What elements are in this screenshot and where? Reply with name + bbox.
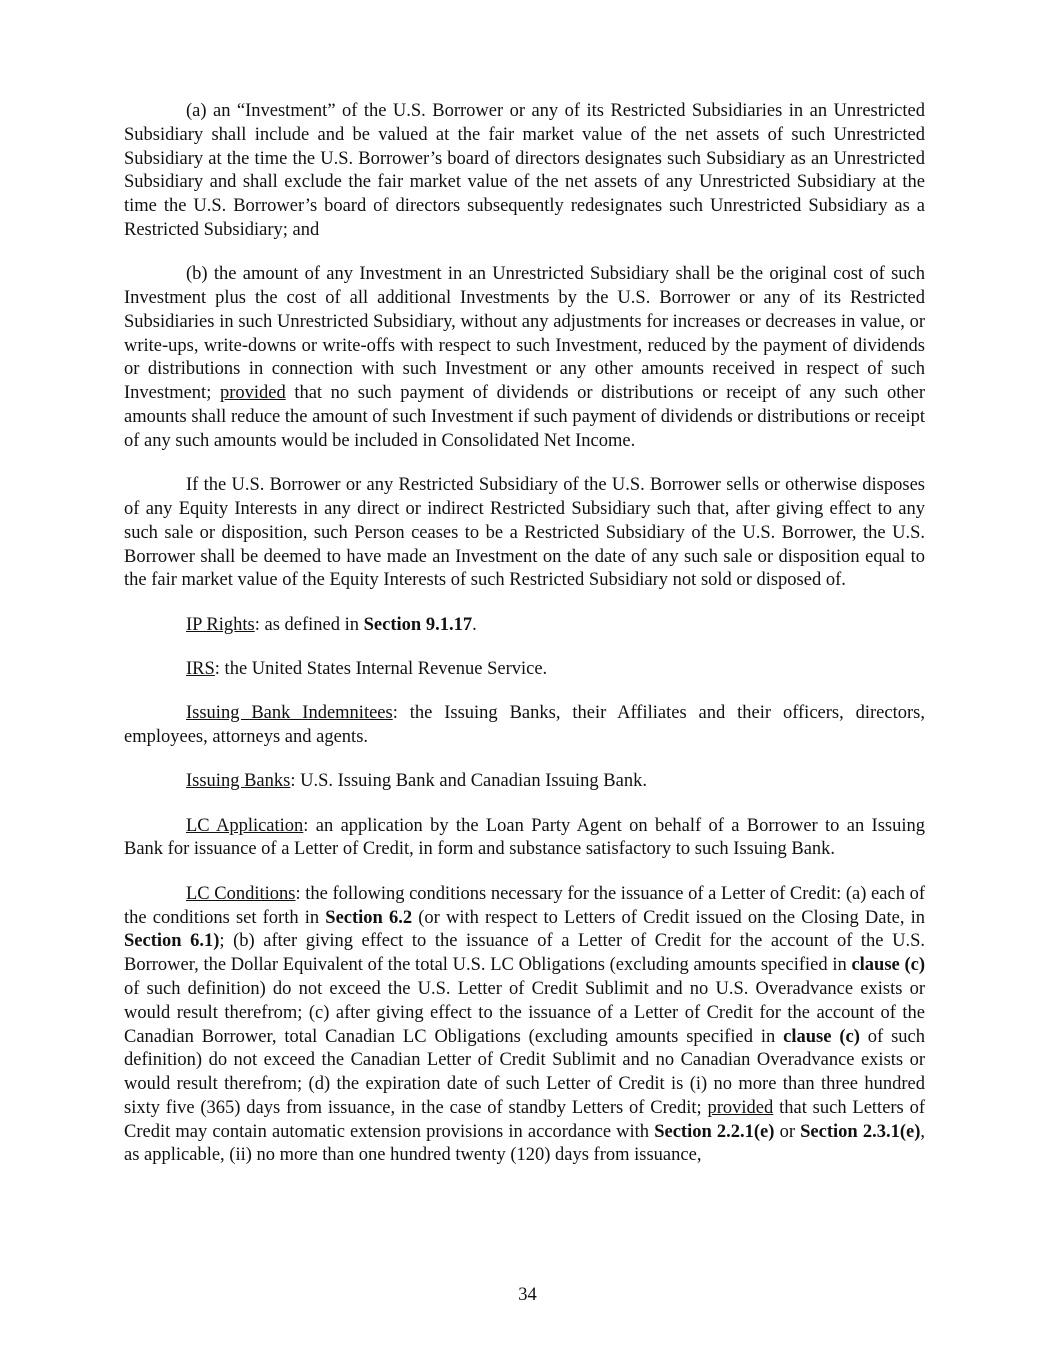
paragraph-text: If the U.S. Borrower or any Restricted Subsidiary of the U.S. Borrower sells or otherwise disposes of any Equity Interests in any direct or indirect Restricted Subsidiary such that, after giving effect to any such sale or disposition, such Person ceases to be a Restricted Subsidiary of the U.S. Borrower, the U.S. Borrower shall be deemed to have made an Investment on the date of any such sale or disposition equal to the fair market value of the Equity Interests of such Restricted Subsidiary not sold or disposed of. <box>124 475 925 591</box>
section-reference: Section 2.2.1(e) <box>654 1121 775 1142</box>
paragraph-text: : U.S. Issuing Bank and Canadian Issuing Bank. <box>290 771 647 792</box>
section-reference: Section 6.1) <box>124 931 220 952</box>
paragraph-text: , as applicable, (ii) no more than one hundred twenty (120) days from issuance, <box>124 1121 925 1166</box>
paragraph-text: (a) an “Investment” of the U.S. Borrower or any of its Restricted Subsidiaries in an Unrestricted Subsidiary shall include and be valued at the fair market value of the net assets of such Unrestricted Subsidiary at the time the U.S. Borrower’s board of directors designates such Subsidiary as an Unrestricted Subsidiary and shall exclude the fair market value of the net assets of any Unrestricted Subsidiary at the time the U.S. Borrower’s board of directors subsequently redesignates such Unrestricted Subsidiary as a Restricted Subsidiary; and <box>124 101 925 240</box>
paragraph-text: ; (b) after giving effect to the issuance of a Letter of Credit for the account of the U.S. Borrower, the Dollar Equivalent of the total U.S. LC Obligations (excluding amounts specified in <box>124 931 925 976</box>
defined-term: IRS <box>186 658 215 679</box>
section-reference: Section 6.2 <box>325 907 413 928</box>
paragraph-para-disposition <box>124 474 925 593</box>
section-reference: clause (c) <box>851 955 925 976</box>
paragraph-text: (b) the amount of any Investment in an Unrestricted Subsidiary shall be the original cost of such Investment plus the cost of all additional Investments by the U.S. Borrower or any of its Restricted Subsidiaries in such Unrestricted Subsidiary, without any adjustments for increases or decreases in value, or write-ups, write-downs or write-offs with respect to such Investment, reduced by the payment of dividends or distributions in connection with such Investment or any other amounts received in respect of such Investment; <box>124 264 925 404</box>
defined-term: provided <box>707 1097 774 1118</box>
defined-term: Issuing Banks <box>186 771 291 792</box>
paragraph-para-b-amount <box>124 263 925 453</box>
paragraph-text: . <box>472 614 477 635</box>
defined-term: IP Rights <box>186 614 255 635</box>
paragraph-def-irs <box>124 658 925 682</box>
defined-term: provided <box>219 383 286 404</box>
section-reference: Section 9.1.17 <box>363 614 473 635</box>
defined-term: Issuing Bank Indemnitees <box>186 703 393 724</box>
paragraph-para-a-investment <box>124 100 925 243</box>
paragraph-text: : as defined in <box>254 614 364 635</box>
page-number: 34 <box>518 1285 537 1305</box>
paragraph-def-lc-conditions <box>124 883 925 1169</box>
defined-term: LC Conditions <box>186 883 296 904</box>
paragraph-text: that such Letters of Credit may contain automatic extension provisions in accordance with <box>124 1097 925 1142</box>
paragraph-text: (or with respect to Letters of Credit issued on the Closing Date, in <box>412 907 926 928</box>
paragraph-text: : the Issuing Banks, their Affiliates and their officers, directors, employees, attorneys and agents. <box>124 703 925 748</box>
paragraph-text: that no such payment of dividends or distributions or receipt of any such other amounts shall reduce the amount of such Investment if such payment of dividends or distributions or receipt of any such amounts would be included in Consolidated Net Income. <box>124 383 926 451</box>
section-reference: clause (c) <box>783 1026 860 1047</box>
document-page <box>124 100 925 1189</box>
paragraph-text: or <box>774 1121 801 1142</box>
paragraph-text: of such definition) do not exceed the Canadian Letter of Credit Sublimit and no Canadian Overadvance exists or would result therefrom; (d) the expiration date of such Letter of Credit is (i) no more than three hundred sixty five (365) days from issuance, in the case of standby Letters of Credit; <box>124 1026 925 1118</box>
paragraph-def-lc-application <box>124 815 925 863</box>
paragraph-def-issuing-banks <box>124 770 925 794</box>
paragraph-text: : an application by the Loan Party Agent on behalf of a Borrower to an Issuing Bank for issuance of a Letter of Credit, in form and substance satisfactory to such Issuing Bank. <box>124 815 925 860</box>
paragraph-text: : the following conditions necessary for the issuance of a Letter of Credit: (a) each of the conditions set forth in <box>124 883 925 928</box>
defined-term: LC Application <box>186 815 304 836</box>
paragraph-text: of such definition) do not exceed the U.S. Letter of Credit Sublimit and no U.S. Overadvance exists or would result therefrom; (c) after giving effect to the issuance of a Letter of Credit for the account of the Canadian Borrower, total Canadian LC Obligations (excluding amounts specified in <box>124 978 925 1047</box>
section-reference: Section 2.3.1(e) <box>800 1121 921 1142</box>
paragraph-def-issuing-bank-indemnitees <box>124 702 925 750</box>
paragraph-text: : the United States Internal Revenue Service. <box>214 658 548 679</box>
paragraph-def-ip-rights <box>124 614 925 638</box>
